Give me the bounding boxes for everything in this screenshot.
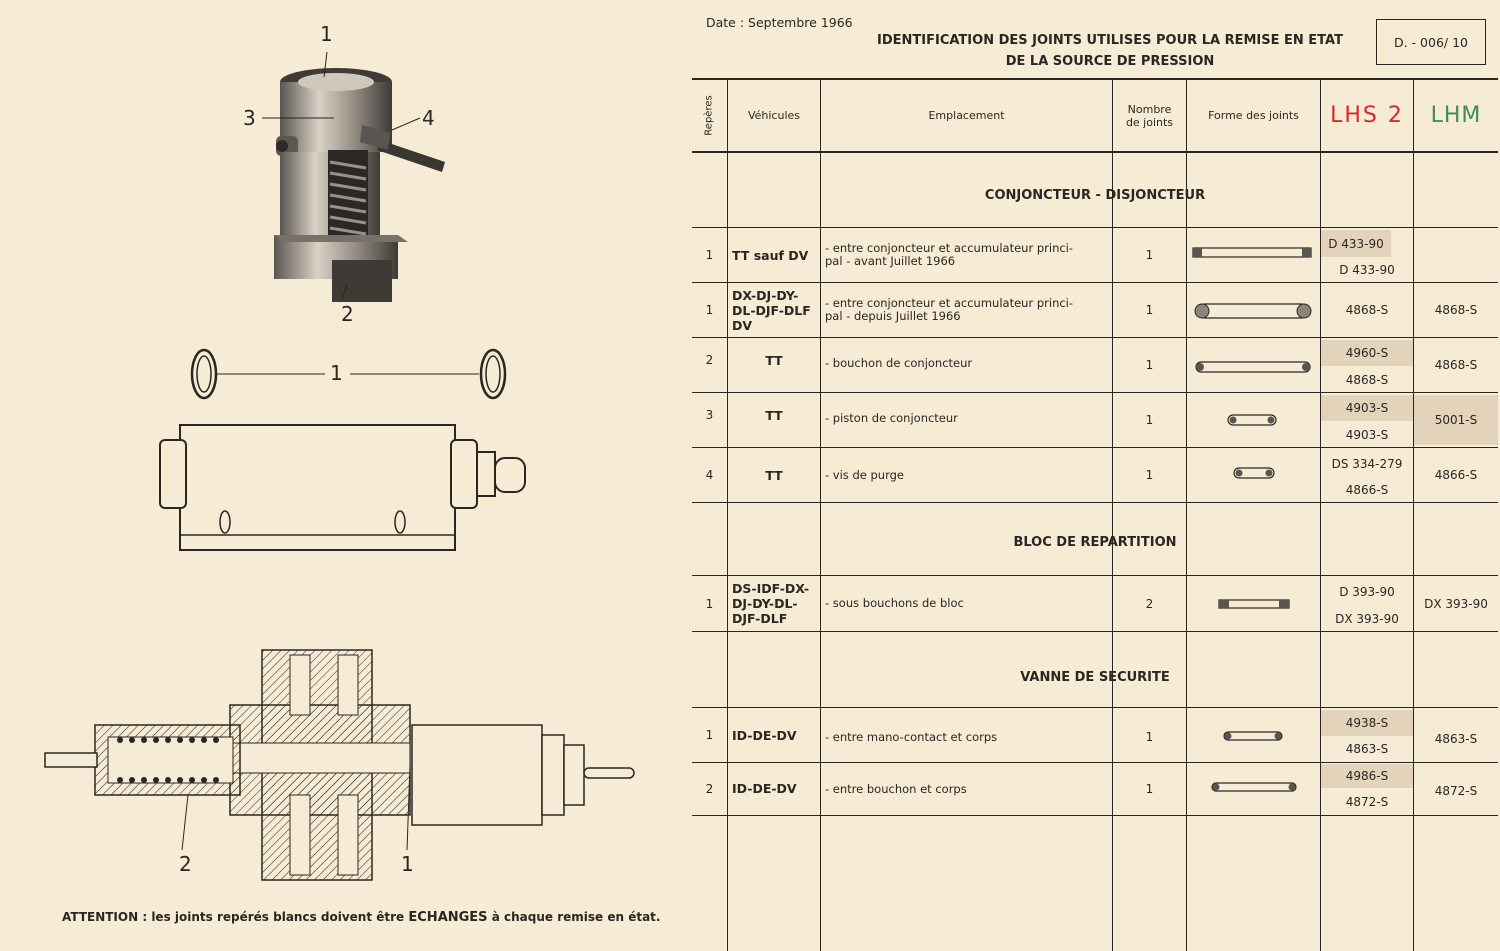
attention-prefix: ATTENTION :	[62, 910, 148, 924]
cell-emplacement: - bouchon de conjoncteur	[825, 355, 973, 370]
cell-nombre: 2	[1145, 596, 1154, 611]
cell-vehicules: TT sauf DV	[732, 247, 809, 263]
row-rule	[692, 815, 1498, 816]
cell-lhm: 4866-S	[1434, 468, 1478, 482]
col-divider	[1112, 78, 1113, 951]
cell-lhm: 5001-S	[1414, 395, 1498, 445]
attention-emphasis: ECHANGES	[408, 910, 488, 925]
cell-lhs2-bottom: 4903-S	[1345, 427, 1389, 442]
header-reperes: Repères	[704, 95, 715, 136]
col-divider	[1413, 78, 1414, 951]
cell-vehicules: TT	[765, 352, 783, 368]
cell-emplacement: - entre bouchon et corps	[825, 781, 967, 796]
header-lhm: LHM	[1430, 103, 1482, 128]
section-title-vanne: VANNE DE SECURITE	[1020, 670, 1170, 685]
cell-emplacement: - piston de conjoncteur	[825, 410, 958, 425]
cell-repere: 1	[705, 596, 714, 611]
col-divider	[727, 78, 728, 951]
cell-vehicules: DX-DJ-DY- DL-DJF-DLF DV	[732, 287, 811, 333]
header-bottom-rule	[692, 151, 1498, 153]
bottom-label-1: 1	[401, 852, 414, 876]
cell-vehicules: ID-DE-DV	[732, 727, 797, 743]
attention-suffix: à chaque remise en état.	[491, 910, 661, 924]
cell-repere: 3	[705, 408, 714, 422]
label-1: 1	[320, 22, 333, 46]
title-line-1: IDENTIFICATION DES JOINTS UTILISES POUR LA REMISE EN ETAT	[877, 33, 1343, 48]
bloc-repartition-figure	[155, 340, 535, 570]
attention-text: les joints repérés blancs doivent être	[151, 910, 405, 924]
cell-lhs2-bottom: DX 393-90	[1335, 612, 1399, 626]
cell-vehicules: TT	[765, 467, 783, 483]
cell-lhs2-top: 4986-S	[1321, 764, 1413, 788]
cell-lhs2-top: 4868-S	[1345, 303, 1389, 317]
cell-repere: 2	[705, 353, 714, 367]
header-vehicules: Véhicules	[747, 109, 801, 122]
cell-nombre: 1	[1145, 782, 1154, 796]
cell-lhs2-bottom: 4866-S	[1345, 483, 1389, 497]
cell-repere: 1	[705, 248, 714, 262]
label-3: 3	[243, 106, 256, 130]
cell-repere: 1	[705, 728, 714, 742]
cell-nombre: 1	[1145, 303, 1154, 317]
row-rule	[692, 502, 1498, 503]
col-divider	[1320, 78, 1321, 951]
cell-emplacement: - entre conjoncteur et accumulateur princi- pal - avant Juillet 1966	[825, 241, 1074, 268]
cell-nombre: 1	[1145, 730, 1154, 744]
cell-nombre: 1	[1145, 248, 1154, 262]
cell-lhs2-top: 4938-S	[1321, 710, 1413, 736]
joint-shape-icon	[1192, 245, 1312, 261]
cell-lhs2-top: 4903-S	[1321, 395, 1413, 421]
document-date: Date : Septembre 1966	[706, 15, 853, 30]
cell-lhs2-bottom: 4872-S	[1345, 795, 1389, 809]
col-divider	[820, 78, 821, 951]
cell-lhs2-bottom: D 433-90	[1339, 263, 1395, 277]
section-title-conjoncteur: CONJONCTEUR - DISJONCTEUR	[984, 188, 1206, 203]
joint-shape-icon	[1222, 730, 1284, 742]
header-forme: Forme des joints	[1208, 109, 1299, 122]
section-title-bloc: BLOC DE REPARTITION	[1013, 535, 1177, 550]
cell-vehicules: ID-DE-DV	[732, 780, 797, 796]
document-reference: D. - 006/ 10	[1376, 19, 1486, 65]
cell-lhm	[1414, 228, 1498, 282]
cell-lhs2-top: 4960-S	[1321, 340, 1413, 366]
cell-nombre: 1	[1145, 358, 1154, 372]
cell-lhs2-bottom: 4868-S	[1345, 372, 1389, 387]
cell-lhm: 4868-S	[1434, 303, 1478, 317]
cell-repere: 1	[705, 303, 714, 317]
header-emplacement: Emplacement	[928, 109, 1005, 122]
cell-vehicules: DS-IDF-DX- DJ-DY-DL- DJF-DLF	[732, 581, 810, 626]
joint-shape-icon	[1232, 466, 1276, 480]
cell-emplacement: - vis de purge	[825, 467, 904, 482]
cell-lhm: 4868-S	[1434, 358, 1478, 372]
cell-lhs2-top: DS 334-279	[1331, 456, 1403, 471]
cell-nombre: 1	[1145, 468, 1154, 482]
conjoncteur-cutaway-figure	[240, 30, 470, 310]
cell-lhm: DX 393-90	[1424, 596, 1488, 611]
cell-lhm: 4863-S	[1434, 732, 1478, 746]
cell-nombre: 1	[1145, 413, 1154, 427]
cell-repere: 2	[705, 782, 714, 796]
joint-shape-icon	[1226, 413, 1278, 427]
label-2: 2	[341, 302, 354, 326]
joint-shape-icon	[1218, 598, 1290, 610]
cell-vehicules: TT	[765, 407, 783, 423]
joint-shape-icon	[1192, 301, 1314, 321]
label-4: 4	[422, 106, 435, 130]
vanne-securite-section-figure	[40, 645, 640, 885]
bottom-label-2: 2	[179, 852, 192, 876]
row-rule	[692, 631, 1498, 632]
document-title	[870, 30, 1350, 72]
joint-shape-icon	[1192, 360, 1314, 374]
cell-emplacement: - entre conjoncteur et accumulateur princi- pal - depuis Juillet 1966	[825, 296, 1074, 323]
header-lhs2: LHS 2	[1330, 103, 1404, 128]
cell-repere: 4	[705, 468, 714, 482]
cell-lhs2-bottom: 4863-S	[1345, 742, 1389, 756]
title-line-2: DE LA SOURCE DE PRESSION	[1005, 54, 1215, 69]
cell-emplacement: - entre mano-contact et corps	[825, 729, 998, 744]
header-nombre: Nombre de joints	[1125, 102, 1174, 129]
cell-lhs2-top: D 433-90	[1321, 230, 1391, 257]
col-divider	[1186, 78, 1187, 951]
cell-lhs2-top: D 393-90	[1339, 585, 1395, 599]
middle-label-1: 1	[330, 361, 343, 385]
attention-note	[62, 910, 660, 925]
cell-emplacement: - sous bouchons de bloc	[825, 596, 964, 610]
cell-lhm: 4872-S	[1434, 784, 1478, 798]
joint-shape-icon	[1210, 781, 1298, 793]
